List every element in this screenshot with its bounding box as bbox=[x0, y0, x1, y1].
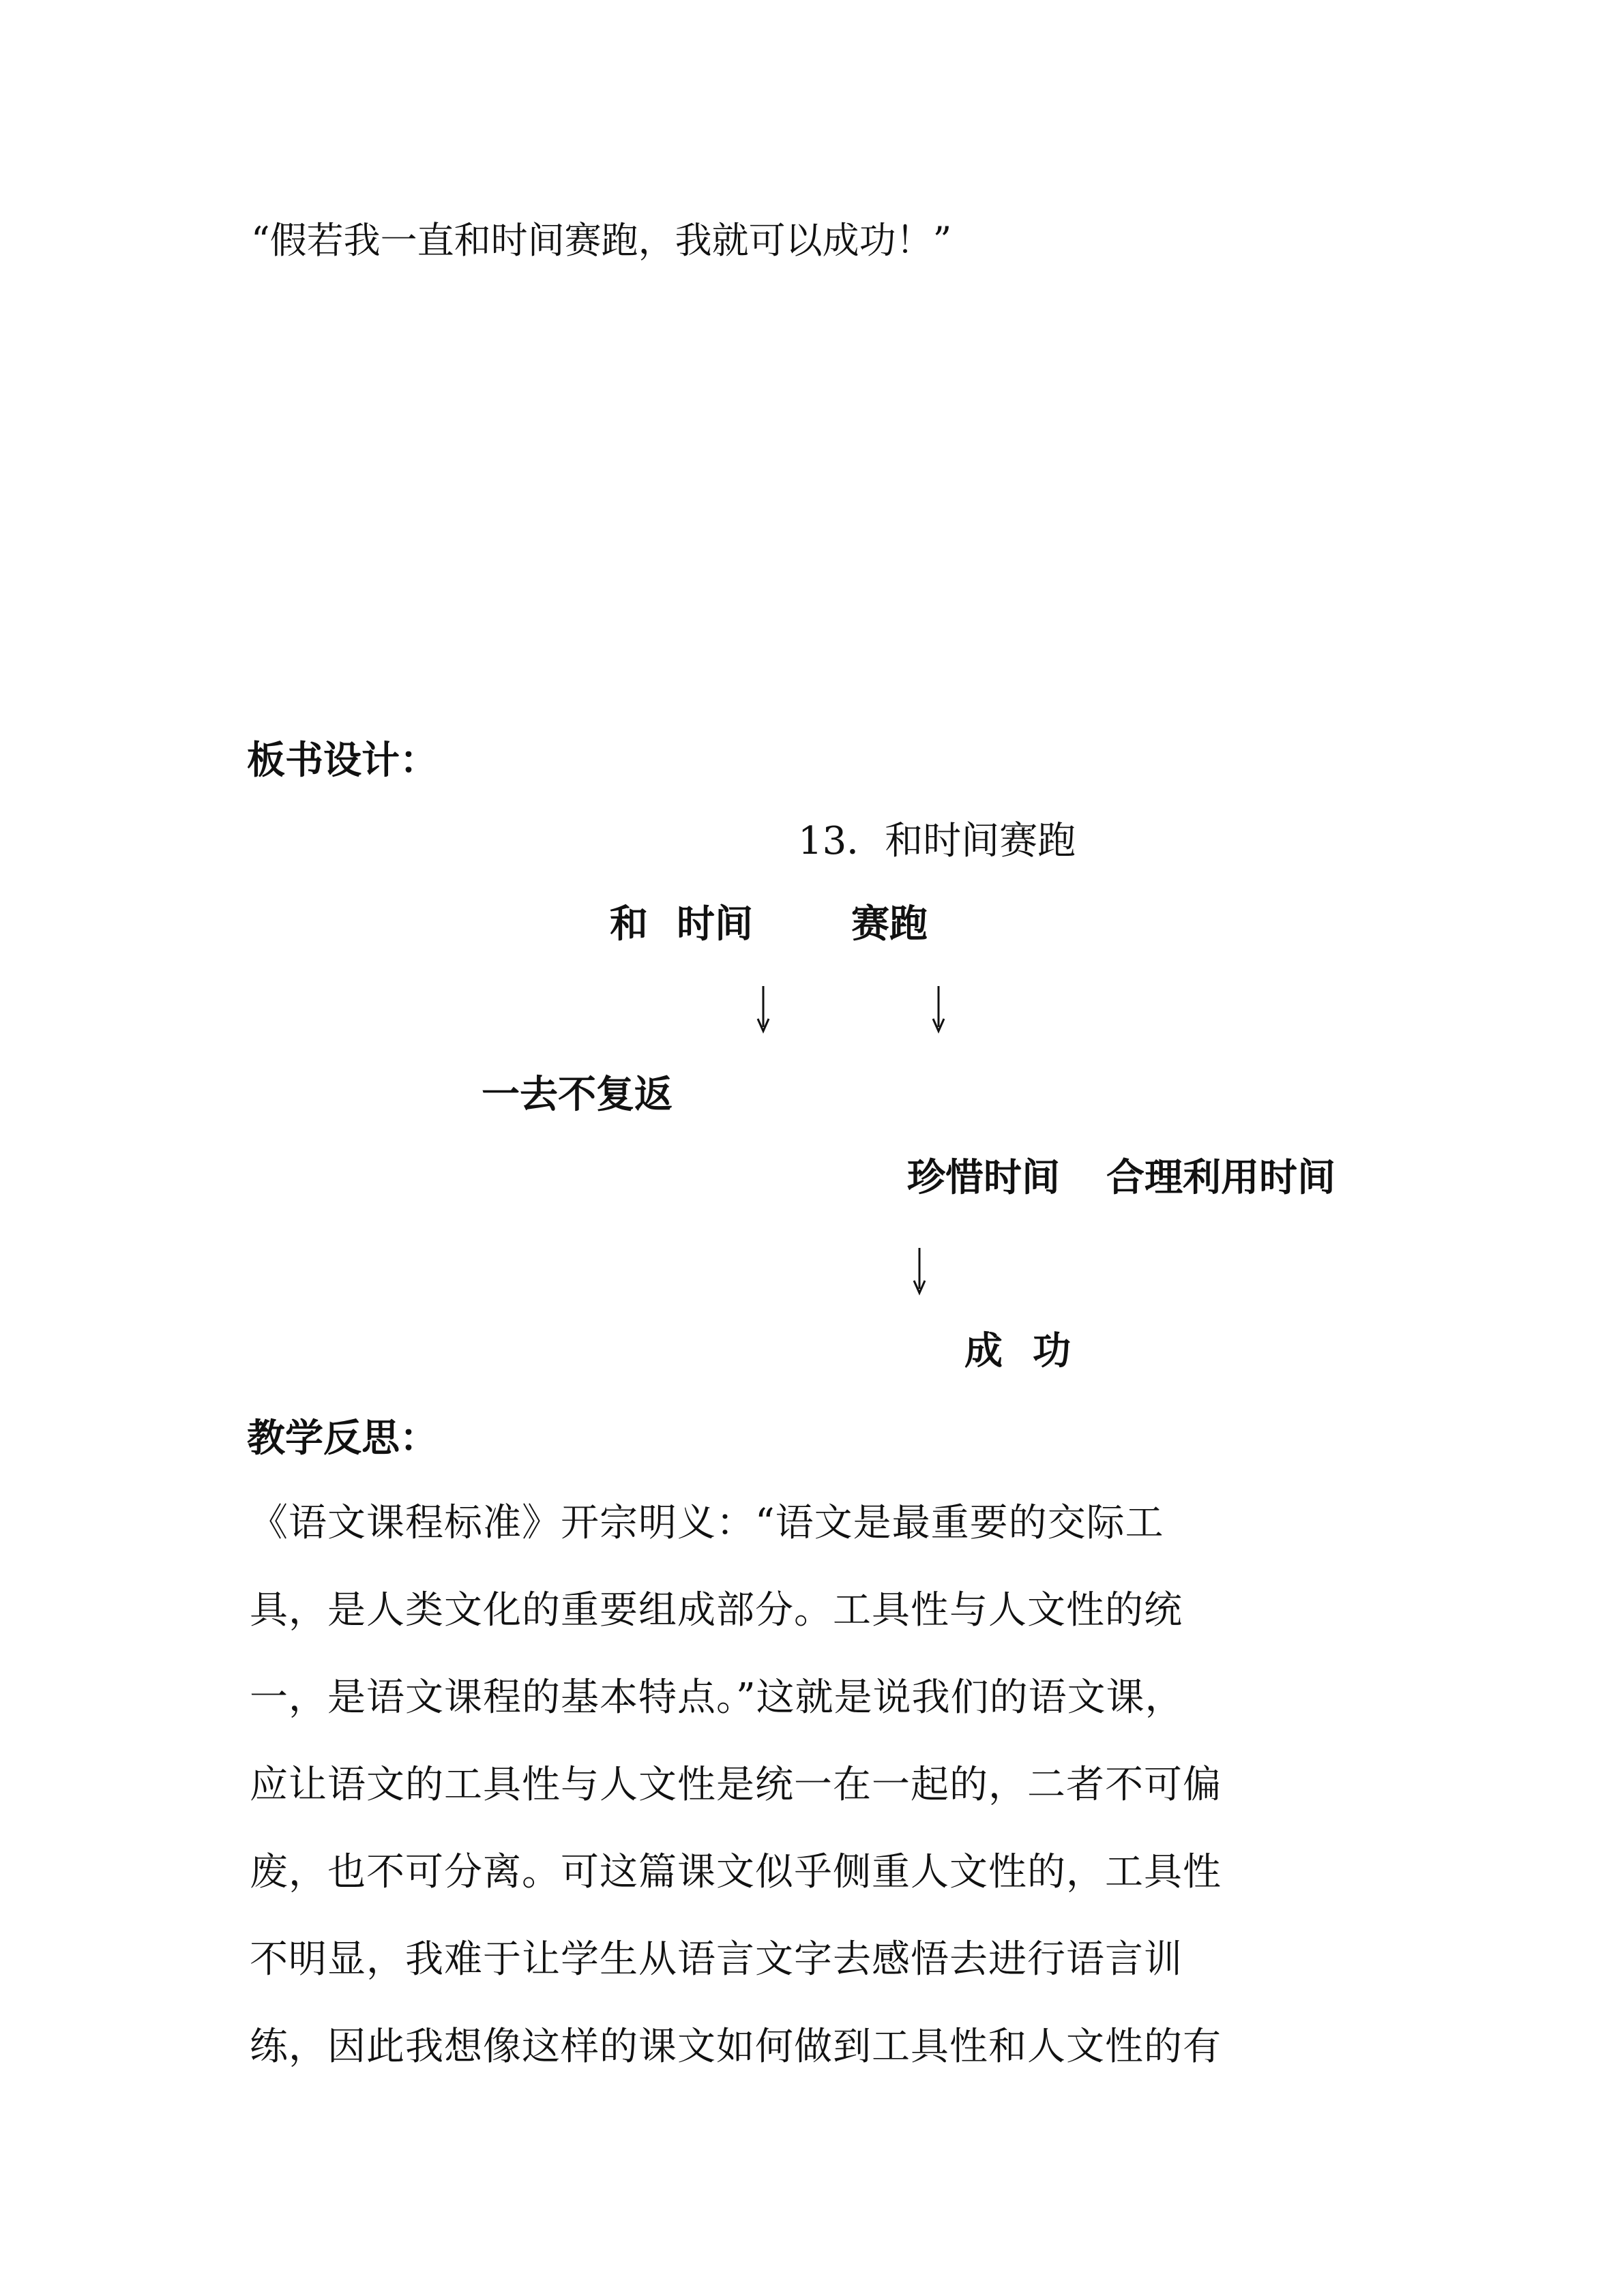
reflection-heading: 教学反思： bbox=[247, 1416, 438, 1461]
down-arrow-icon bbox=[755, 985, 771, 1034]
board-design-heading: 板书设计： bbox=[247, 739, 438, 783]
board-left-result: 一去不复返 bbox=[482, 1073, 673, 1117]
board-right-result-2: 合理利用时间 bbox=[1106, 1156, 1335, 1200]
reflection-line: 不明显，我难于让学生从语言文字去感悟去进行语言训 bbox=[250, 1937, 1183, 1982]
board-final-2: 功 bbox=[1033, 1329, 1071, 1373]
reflection-line: 废，也不可分离。可这篇课文似乎侧重人文性的，工具性 bbox=[250, 1850, 1222, 1894]
board-word-race: 赛跑 bbox=[851, 902, 928, 946]
board-right-result-1: 珍惜时间 bbox=[907, 1156, 1060, 1200]
reflection-line: 一，是语文课程的基本特点。”这就是说我们的语文课， bbox=[250, 1675, 1184, 1720]
board-word-time: 时间 bbox=[677, 902, 753, 946]
down-arrow-icon bbox=[911, 1247, 928, 1296]
quote-line: “假若我一直和时间赛跑，我就可以成功！” bbox=[251, 219, 952, 262]
reflection-line: 具，是人类文化的重要组成部分。工具性与人文性的统 bbox=[250, 1588, 1183, 1632]
reflection-line: 练，因此我想像这样的课文如何做到工具性和人文性的有 bbox=[250, 2025, 1222, 2069]
board-final-1: 成 bbox=[964, 1329, 1003, 1373]
board-title: 13．和时间赛跑 bbox=[798, 819, 1076, 863]
reflection-line: 《语文课程标准》开宗明义：“语文是最重要的交际工 bbox=[250, 1501, 1164, 1545]
board-word-he: 和 bbox=[610, 902, 648, 946]
reflection-line: 应让语文的工具性与人文性是统一在一起的，二者不可偏 bbox=[250, 1763, 1222, 1807]
down-arrow-icon bbox=[930, 985, 947, 1034]
